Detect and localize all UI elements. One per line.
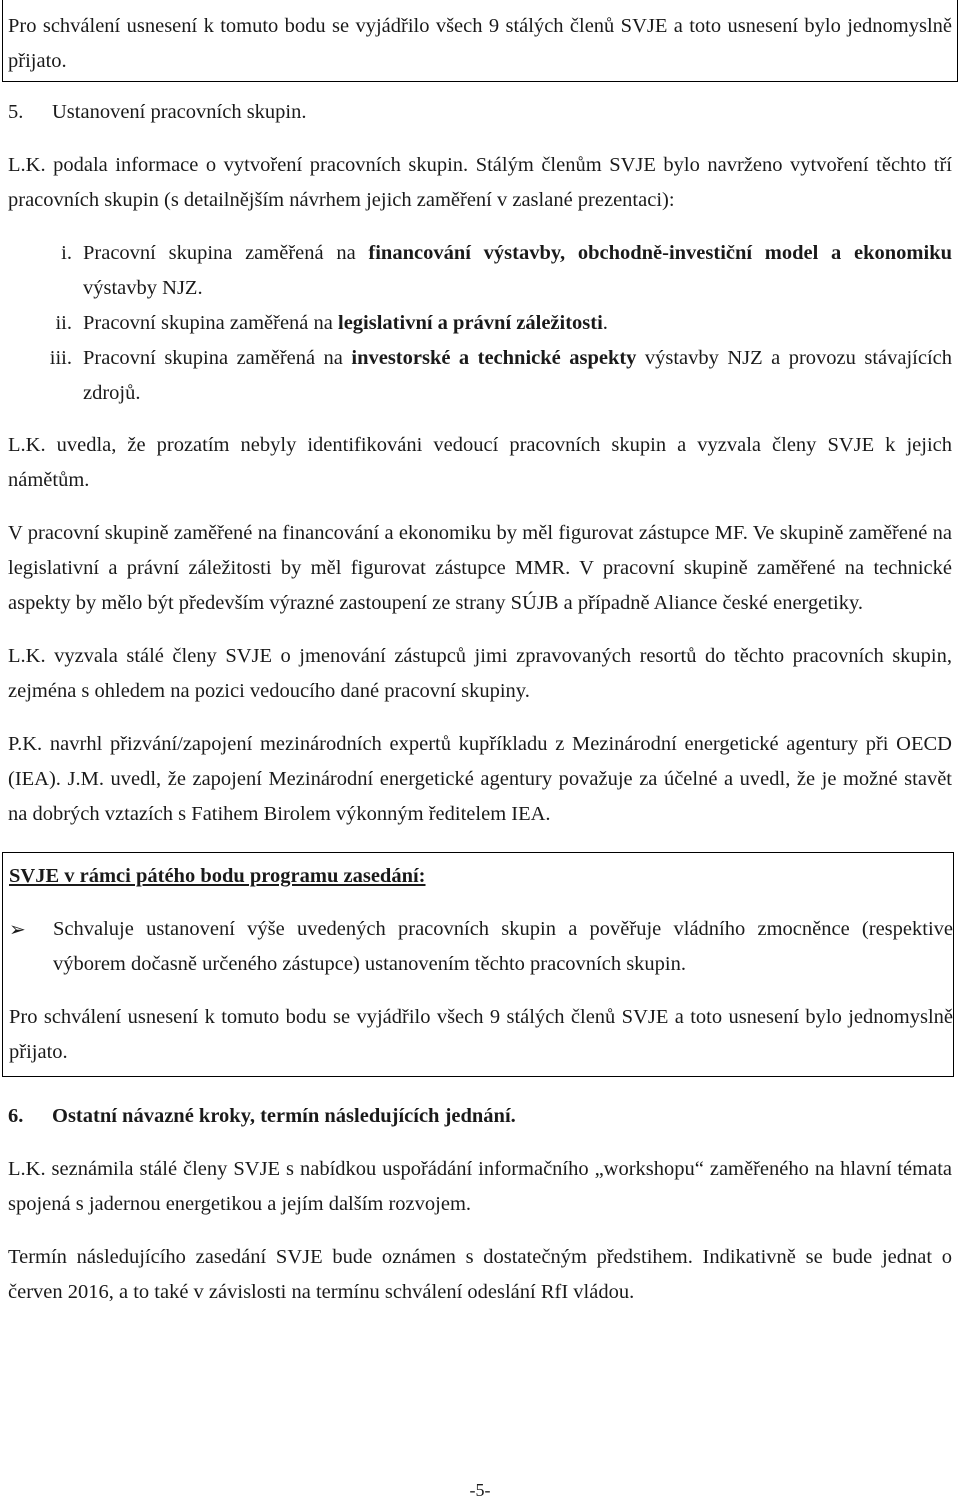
resolution-heading: SVJE v rámci pátého bodu programu zasedání: <box>9 865 426 887</box>
list-item: iii. Pracovní skupina zaměřená na investorské a technické aspekty výstavby NJZ a provozu stávajících zdrojů. <box>8 341 952 411</box>
list-item: i. Pracovní skupina zaměřená na financování výstavby, obchodně-investiční model a ekonomiku výstavby NJZ. <box>8 236 952 306</box>
intro-paragraph: L.K. podala informace o vytvoření pracovních skupin. Stálým členům SVJE bylo navrženo vytvoření těchto tří pracovních skupin (s detailnějším návrhem jejich zaměření v zaslané prezentaci): <box>8 154 952 211</box>
paragraph-leaders: L.K. uvedla, že prozatím nebyly identifikováni vedoucí pracovních skupin a vyzvala členy SVJE k jejich námětům. <box>8 434 952 491</box>
arrow-bullet-icon: ➢ <box>9 917 26 941</box>
paragraph-iea: P.K. navrhl přizvání/zapojení mezinárodních expertů kupříkladu z Mezinárodní energetické agentury při OECD (IEA). J.M. uvedl, že zapojení Mezinárodní energetické agentury považuje za účelné a uvedl, že je možné stavět na dobrých vztazích s Fatihem Birolem výkonným ředitelem IEA. <box>8 733 952 825</box>
paragraph-nomination: L.K. vyzvala stálé členy SVJE o jmenování zástupců jimi zpravovaných resortů do těchto pracovních skupin, zejména s ohledem na pozici vedoucího dané pracovní skupiny. <box>8 645 952 702</box>
list-item-number: i. <box>61 242 72 264</box>
document-page <box>8 0 952 1310</box>
working-groups-list <box>8 236 952 411</box>
list-item-number: iii. <box>49 347 72 369</box>
page-number: -5- <box>469 1480 491 1500</box>
paragraph-representatives: V pracovní skupině zaměřené na financování a ekonomiku by měl figurovat zástupce MF. Ve skupině zaměřené na legislativní a právní záležitosti by měl figurovat zástupce MMR. V pracovní skupině zaměřené na technické aspekty by mělo být především výrazné zastoupení ze strany SÚJB a případně Aliance české energetiky. <box>8 522 952 614</box>
approval-text-top: Pro schválení usnesení k tomuto bodu se vyjádřilo všech 9 stálých členů SVJE a toto usnesení bylo jednomyslně přijato. <box>8 15 952 72</box>
list-item-bold: legislativní a právní záležitosti <box>338 312 603 334</box>
section-title: Ustanovení pracovních skupin. <box>52 101 307 123</box>
resolution-approval: Pro schválení usnesení k tomuto bodu se vyjádřilo všech 9 stálých členů SVJE a toto usnesení bylo jednomyslně přijato. <box>9 1006 953 1063</box>
resolution-bullet-text: Schvaluje ustanovení výše uvedených pracovních skupin a pověřuje vládního zmocněnce (respektive výborem dočasně určeného zástupce) ustanovením těchto pracovních skupin. <box>53 918 953 975</box>
list-item: ii. Pracovní skupina zaměřená na legislativní a právní záležitosti. <box>8 306 952 341</box>
section-title: Ostatní návazné kroky, termín následujících jednání. <box>52 1105 516 1127</box>
list-item-bold: investorské a technické aspekty <box>351 347 637 369</box>
section-number: 5. <box>8 101 24 123</box>
list-item-number: ii. <box>55 312 72 334</box>
section-6-heading <box>8 1099 952 1134</box>
resolution-bullet <box>9 912 953 982</box>
section-5-heading <box>8 95 952 130</box>
section-number: 6. <box>8 1105 24 1127</box>
list-item-bold: financování výstavby, obchodně-investiční model a ekonomiku <box>368 242 952 264</box>
resolution-box <box>2 852 954 1077</box>
paragraph-next-meeting: Termín následujícího zasedání SVJE bude oznámen s dostatečným předstihem. Indikativně se bude jednat o červen 2016, a to také v závislosti na termínu schválení odeslání RfI vládou. <box>8 1246 952 1303</box>
paragraph-workshop: L.K. seznámila stálé členy SVJE s nabídkou uspořádání informačního „workshopu“ zaměřeného na hlavní témata spojená s jadernou energetikou a jejím dalším rozvojem. <box>8 1158 952 1215</box>
